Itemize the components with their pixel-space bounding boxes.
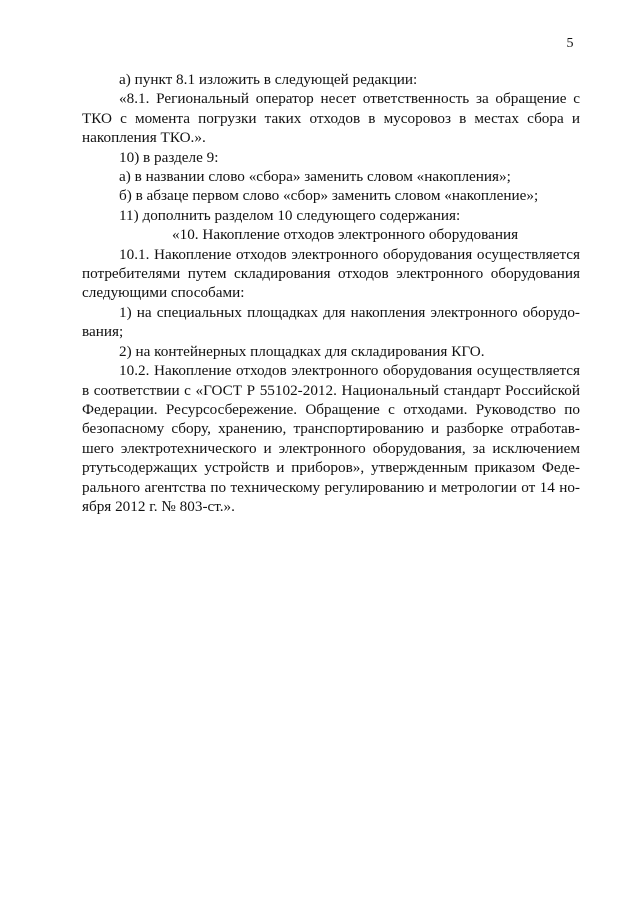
paragraph-10-1: 10.1. Накопление отходов электронного оборудования осуществляется потребителями путем складирования отходов электронного оборудования следующими способами: <box>82 245 580 302</box>
paragraph-list-1: 1) на специальных площадках для накопления электронного оборудо-вания; <box>82 303 580 341</box>
paragraph-item-a: а) пункт 8.1 изложить в следующей редакции: <box>119 71 418 88</box>
paragraph-item-10-b: б) в абзаце первом слово «сбор» заменить словом «накопление»; <box>119 187 539 205</box>
section-heading-10: «10. Накопление отходов электронного оборудования <box>172 226 519 244</box>
document-body <box>82 70 580 516</box>
paragraph-10-2: 10.2. Накопление отходов электронного оборудования осуществляется в соответствии с «ГОСТ Р 55102-2012. Национальный стандарт Российской Федерации. Ресурсосбережение. Обращение с отходами. Руководство по безопасному сбору, хранению, транспортированию и разборке отработав-шего электротехнического и электронного оборудования, за исключением ртутьсодержащих устройств и приборов», утвержденным приказом Феде-рального агентства по техническому регулированию и метрологии от 14 но-ября 2012 г. № 803-ст.». <box>82 362 580 515</box>
paragraph-item-10-a: а) в названии слово «сбора» заменить словом «накопления»; <box>119 168 511 186</box>
paragraph-item-11: 11) дополнить разделом 10 следующего содержания: <box>119 206 461 224</box>
paragraph-quote-8-1: «8.1. Региональный оператор несет ответственность за обращение с ТКО с момента погрузки таких отходов в мусоровоз в местах сбора и накопления ТКО.». <box>82 90 580 147</box>
paragraph-list-2: 2) на контейнерных площадках для складирования КГО. <box>119 342 485 360</box>
page-number: 5 <box>566 36 574 51</box>
paragraph-item-10: 10) в разделе 9: <box>119 148 219 166</box>
